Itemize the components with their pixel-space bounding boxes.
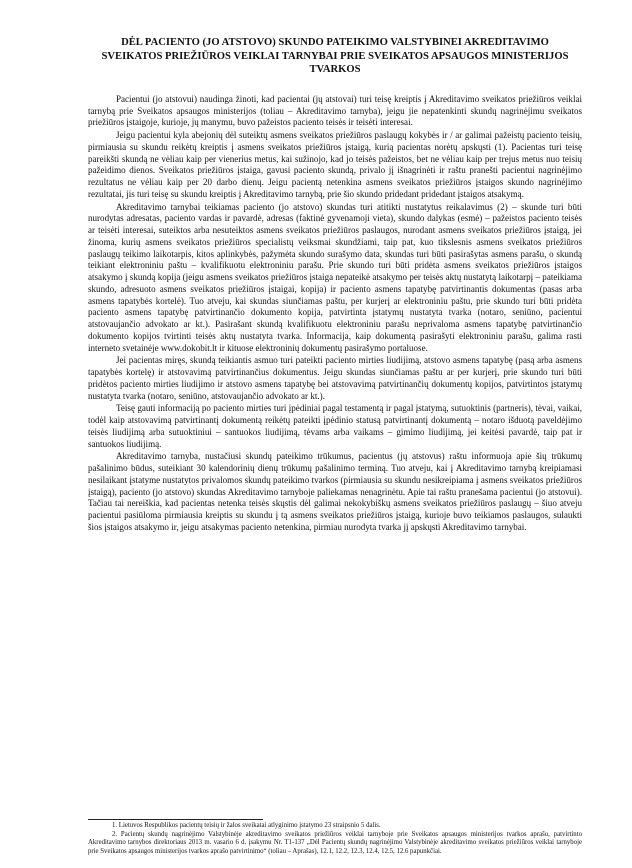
paragraph-complaint-requirements: Akreditavimo tarnybai teikiamas paciento (jo atstovo) skundas turi atitikti nustatytus reikalavimus (2) – skunde turi būti nurodytas adresatas, paciento vardas ir pavardė, adresas (faktinė gyvenamoji vieta), skundo dalykas (esmė) – pažeistos paciento teisės ar teisėti interesai, suteiktos arba nesuteiktos asmens sveikatos priežiūros paslaugos, nurodant asmens sveikatos priežiūros įstaigą, jei žinoma, kurių asmens sveikatos priežiūros specialistų veiksmai skundžiami, taip pat, kuo tikslesnis asmens sveikatos priežiūros paslaugų teikimo laikotarpis, kitos aplinkybės, pažymėta skundo surašymo data, skundas turi būti pasirašytas asmens parašu, o skundą teikiant elektroniniu paštu – kvalifikuotu elektroniniu parašu. Prie skundo turi būti pridėta asmens sveikatos priežiūros įstaigos atsakymo į skundą kopija (jeigu asmens sveikatos priežiūros įstaiga nepateikė atsakymo per teisės aktų nustatytą laikotarpį – pateikiama skundo, adresuoto asmens sveikatos priežiūros įstaigai, kopija) ir paciento asmens tapatybę patvirtinantis dokumentas (pasas arba asmens tapatybės kortelė). Tuo atveju, kai skundas siunčiamas paštu, per kurjerį ar elektroniniu paštu, prie skundo turi būti pridėta paciento asmens tapatybę patvirtinančio dokumento kopija, patvirtinta įstatymų nustatyta tvarka (notaro, seniūno, pacientui atstovaujančio advokato ar kt.). Pasirašant skundą kvalifikuotu elektroniniu parašu neprivaloma asmens tapatybę patvirtinančio dokumento kopijos tvirtinti teisės aktų nustatyta tvarka. Informacija, kaip dokumentą pasirašyti elektroniniu parašu, galima rasti interneto svetainėje www.dokobit.lt ir kituose elektroninių dokumentų pasirašymo portaluose. bbox=[88, 201, 582, 353]
paragraph-deficiencies: Akreditavimo tarnyba, nustačiusi skundų pateikimo trūkumus, pacientus (jų atstovus) raštu informuoja apie šių trūkumų pašalinimo būdus, suteikiant 30 kalendorinių dienų trūkumų pašalinimo terminą. Tuo atveju, kai į Akreditavimo tarnybą kreipiamasi nesilaikant įstatyme nustatytos privalomos skundų pateikimo tvarkos (pirmiausia su skundu nesikreipiama į asmens sveikatos priežiūros įstaigą), paciento (jo atstovo) skundas Akreditavimo tarnyboje paliekamas nenagrinėtu. Apie tai raštu pranešama pacientui (jo atstovui). Tačiau tai nereiškia, kad pacientas netenka teisės skųstis dėl galimai nekokybiškų asmens sveikatos priežiūros paslaugų – šiuo atveju pacientui pasiūloma pirmiausia kreiptis su skundu į tą asmens sveikatos priežiūros įstaigą, kurioje buvo teikiamos paslaugos, sulaukti šios įstaigos atsakymo ir, jeigu atsakymas paciento netenkina, pirmiau nurodyta tvarka jį apskųsti Akreditavimo tarnybai. bbox=[88, 451, 582, 532]
paragraph-deceased-patient: Jei pacientas miręs, skundą teikiantis asmuo turi pateikti paciento mirties liudijimą, atstovo asmens tapatybę (pasą arba asmens tapatybės kortelę) ir atstovavimą patvirtinančius dokumentus. Jeigu skundas siunčiamas paštu ar per kurjerį, prie skundo turi būti pridėtos paciento mirties liudijimo ir atstovo asmens tapatybę bei atstovavimą patvirtinančių dokumentų kopijos, patvirtintos įstatymų nustatyta tvarka (notaro, seniūno, atstovaujančio advokato ar kt.). bbox=[88, 355, 582, 401]
document-title: DĖL PACIENTO (JO ATSTOVO) SKUNDO PATEIKIMO VALSTYBINEI AKREDITAVIMO SVEIKATOS PRIEŽIŪROS VEIKLAI TARNYBAI PRIE SVEIKATOS APSAUGOS MINISTERIJOS TVARKOS bbox=[101, 37, 569, 76]
footnote-separator bbox=[88, 819, 263, 820]
paragraph-intro: Pacientui (jo atstovui) naudinga žinoti, kad pacientai (jų atstovai) turi teisę kreiptis į Akreditavimo sveikatos priežiūros veiklai tarnybą prie Sveikatos apsaugos ministerijos (toliau – Akreditavimo tarnyba), jeigu jie nepatenkinti skundų nagrinėjimu sveikatos priežiūros įstaigoje, kurioje, jų manymu, buvo pažeistos paciento teisės ir teisėti interesai. bbox=[88, 93, 582, 128]
paragraph-complaint-to-institution: Jeigu pacientui kyla abejonių dėl suteiktų asmens sveikatos priežiūros paslaugų kokybės ir / ar galimai pažeistų paciento teisių, pirmiausia su skundu reikėtų kreiptis į asmens sveikatos priežiūros įstaigą, kurią pacientas norėtų apskųsti (1). Pacientas turi teisę pareikšti skundą ne vėliau kaip per vienerius metus, kai sužinojo, kad jo teisės pažeistos, bet ne vėliau kaip per trejus metus nuo teisių pažeidimo dienos. Sveikatos priežiūros įstaiga, gavusi paciento skundą, privalo jį išnagrinėti ir raštu pranešti pacientui nagrinėjimo rezultatus ne vėliau kaip per 20 darbo dienų. Jeigu pacientą netenkina asmens sveikatos priežiūros įstaigos skundo nagrinėjimo rezultatai, jis turi teisę su skundu kreiptis į Akreditavimo tarnybą, prie šio skundo pridedant pridedant įstaigos atsakymą. bbox=[88, 130, 582, 199]
footnotes bbox=[88, 822, 582, 856]
footnote-2: 2. Pacientų skundų nagrinėjimo Valstybinėje akreditavimo sveikatos priežiūros veiklai tarnyboje prie Sveikatos apsaugos ministerijos tvarkos aprašo, patvirtinto Akreditavimo tarnybos direktoriaus 2013 m. vasario 6 d. įsakymu Nr. T1-137 „Dėl Pacientų skundų nagrinėjimo Valstybinėje akreditavimo sveikatos priežiūros veiklai tarnyboje prie Sveikatos apsaugos ministerijos tvarkos aprašo patvirtinimo“ (toliau – Aprašas), 12.1, 12.2, 12.3, 12.4, 12.5, 12.6 papunkčiai. bbox=[88, 830, 582, 855]
footnote-1: 1. Lietuvos Respublikos pacientų teisių ir žalos sveikatai atlyginimo įstatymo 23 straipsnio 5 dalis. bbox=[112, 822, 381, 829]
paragraph-heirs-rights: Teisę gauti informaciją po paciento mirties turi įpėdiniai pagal testamentą ir pagal įstatymą, sutuoktinis (partneris), tėvai, vaikai, todėl kaip atstovavimą patvirtinantį dokumentą reikėtų pateikti įpėdinio statusą patvirtinantį dokumentą – notaro išduotą paveldėjimo teisės liudijimą arba sutuoktiniui – santuokos liudijimą, tėvams arba vaikams – gimimo liudijimą, jei keitėsi pavardė, taip pat ir santuokos liudijimą. bbox=[88, 403, 582, 449]
